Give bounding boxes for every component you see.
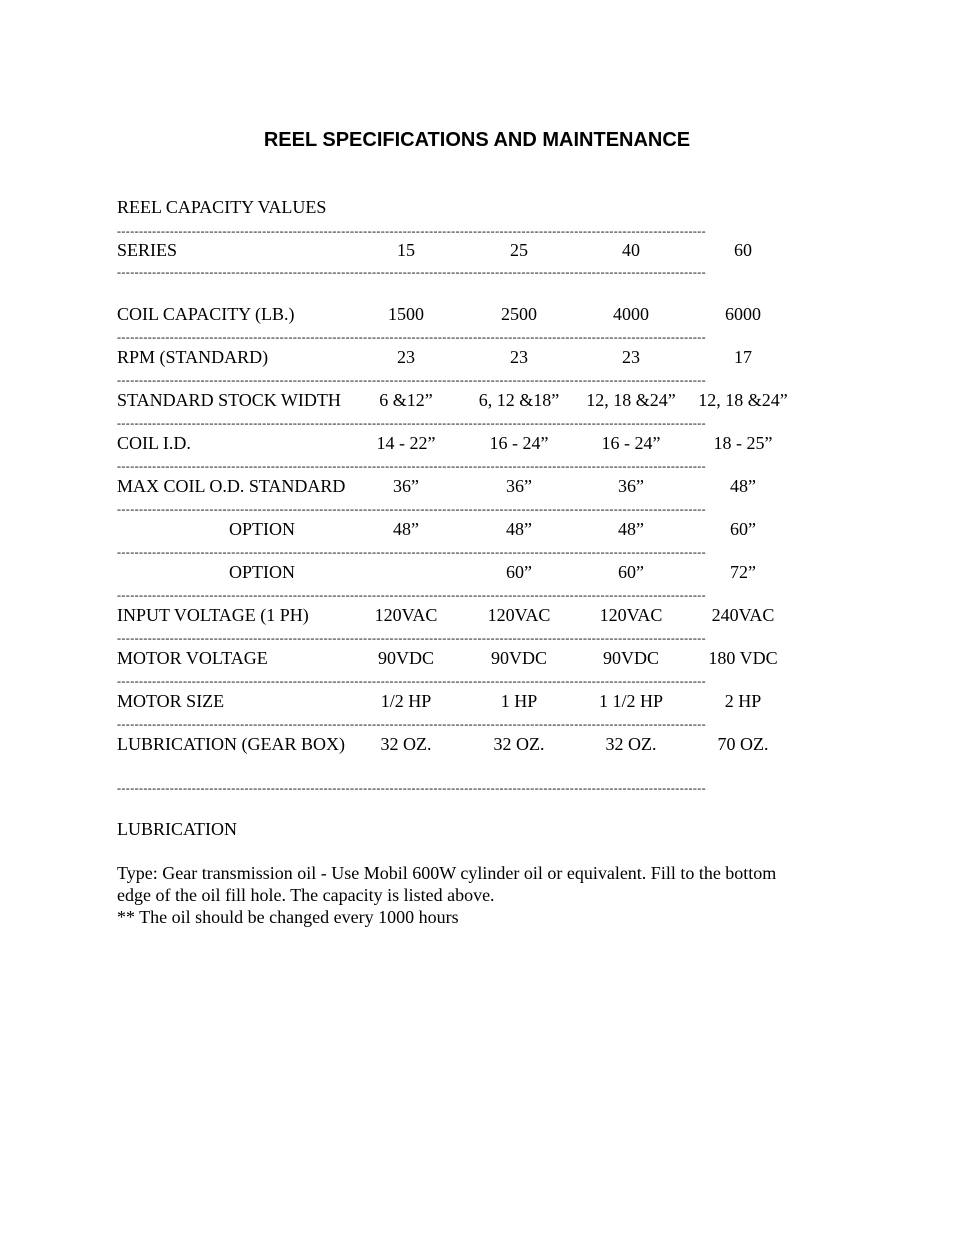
cell-value: 48” <box>393 519 419 539</box>
cell-value: 14 - 22” <box>376 433 436 453</box>
row-label: MAX COIL O.D. STANDARD <box>117 476 346 496</box>
table-row-coil-capacity <box>117 303 837 325</box>
cell-value: 4000 <box>613 304 649 324</box>
cell-value: 36” <box>506 476 532 496</box>
lubrication-line-1: Type: Gear transmission oil - Use Mobil 600W cylinder oil or equivalent. Fill to the bottom <box>117 863 777 883</box>
cell-value: 17 <box>734 347 752 367</box>
cell-value: 70 OZ. <box>717 734 769 754</box>
cell-value: 120VAC <box>599 605 663 625</box>
cell-value: 12, 18 &24” <box>698 390 788 410</box>
table-row-coil-id <box>117 432 837 454</box>
cell-value: 6, 12 &18” <box>478 390 560 410</box>
row-label: SERIES <box>117 240 178 260</box>
row-label: LUBRICATION (GEAR BOX) <box>117 734 345 754</box>
table-row-option-2 <box>117 561 837 583</box>
cell-value: 6000 <box>725 304 761 324</box>
section-heading: REEL CAPACITY VALUES <box>117 197 327 217</box>
page-title: REEL SPECIFICATIONS AND MAINTENANCE <box>263 129 691 151</box>
cell-value: 1 HP <box>500 691 538 711</box>
cell-series-40: 40 <box>622 240 640 260</box>
row-label: COIL I.D. <box>117 433 191 453</box>
table-row-motor-voltage <box>117 647 837 669</box>
cell-value: 180 VDC <box>708 648 778 668</box>
cell-value: 23 <box>510 347 528 367</box>
cell-value: 1/2 HP <box>380 691 432 711</box>
cell-value: 32 OZ. <box>380 734 432 754</box>
divider: -------------------------------------------------------------------------------------------------------------------------------------- <box>117 374 707 386</box>
row-label: OPTION <box>229 562 295 582</box>
cell-value: 1500 <box>388 304 424 324</box>
cell-value: 23 <box>622 347 640 367</box>
cell-value: 60” <box>506 562 532 582</box>
divider: -------------------------------------------------------------------------------------------------------------------------------------- <box>117 589 707 601</box>
cell-value: 36” <box>618 476 644 496</box>
cell-value: 90VDC <box>490 648 547 668</box>
table-row-rpm <box>117 346 837 368</box>
divider: -------------------------------------------------------------------------------------------------------------------------------------- <box>117 675 707 687</box>
divider: -------------------------------------------------------------------------------------------------------------------------------------- <box>117 331 707 343</box>
cell-value: 36” <box>393 476 419 496</box>
cell-value: 90VDC <box>602 648 659 668</box>
cell-value: 32 OZ. <box>493 734 545 754</box>
divider: -------------------------------------------------------------------------------------------------------------------------------------- <box>117 546 707 558</box>
cell-series-60: 60 <box>734 240 752 260</box>
divider: -------------------------------------------------------------------------------------------------------------------------------------- <box>117 225 707 237</box>
lubrication-paragraph <box>117 862 837 928</box>
cell-value: 12, 18 &24” <box>586 390 676 410</box>
table-row-lubrication <box>117 733 837 755</box>
cell-value: 60” <box>730 519 756 539</box>
cell-value: 1 1/2 HP <box>598 691 663 711</box>
row-label: OPTION <box>229 519 295 539</box>
lubrication-heading: LUBRICATION <box>117 819 237 839</box>
cell-value: 48” <box>618 519 644 539</box>
row-label: INPUT VOLTAGE (1 PH) <box>117 605 309 625</box>
cell-series-15: 15 <box>397 240 415 260</box>
table-row-option-1 <box>117 518 837 540</box>
cell-series-25: 25 <box>510 240 528 260</box>
divider: -------------------------------------------------------------------------------------------------------------------------------------- <box>117 718 707 730</box>
table-row-motor-size <box>117 690 837 712</box>
table-row-stock-width <box>117 389 837 411</box>
lubrication-line-3: ** The oil should be changed every 1000 hours <box>117 907 459 927</box>
cell-value: 48” <box>506 519 532 539</box>
cell-value: 18 - 25” <box>713 433 773 453</box>
cell-value: 23 <box>397 347 415 367</box>
row-label: COIL CAPACITY (LB.) <box>117 304 295 324</box>
table-row-series <box>117 239 837 261</box>
cell-value: 120VAC <box>487 605 551 625</box>
row-label: MOTOR VOLTAGE <box>117 648 268 668</box>
table-row-input-voltage <box>117 604 837 626</box>
cell-value: 2500 <box>501 304 537 324</box>
row-label: RPM (STANDARD) <box>117 347 269 367</box>
lubrication-line-2: edge of the oil fill hole. The capacity is listed above. <box>117 885 495 905</box>
divider: -------------------------------------------------------------------------------------------------------------------------------------- <box>117 782 707 794</box>
row-label: MOTOR SIZE <box>117 691 225 711</box>
cell-value: 240VAC <box>711 605 775 625</box>
cell-value: 120VAC <box>374 605 438 625</box>
cell-value: 16 - 24” <box>489 433 549 453</box>
divider: -------------------------------------------------------------------------------------------------------------------------------------- <box>117 632 707 644</box>
cell-value: 72” <box>730 562 756 582</box>
cell-value: 32 OZ. <box>605 734 657 754</box>
cell-value: 2 HP <box>724 691 762 711</box>
divider: -------------------------------------------------------------------------------------------------------------------------------------- <box>117 417 707 429</box>
cell-value: 60” <box>618 562 644 582</box>
table-row-max-coil-od <box>117 475 837 497</box>
cell-value: 16 - 24” <box>601 433 661 453</box>
row-label: STANDARD STOCK WIDTH <box>117 390 341 410</box>
cell-value: 48” <box>730 476 756 496</box>
divider: -------------------------------------------------------------------------------------------------------------------------------------- <box>117 266 707 278</box>
divider: -------------------------------------------------------------------------------------------------------------------------------------- <box>117 503 707 515</box>
cell-value: 6 &12” <box>379 390 433 410</box>
cell-value: 90VDC <box>377 648 434 668</box>
divider: -------------------------------------------------------------------------------------------------------------------------------------- <box>117 460 707 472</box>
